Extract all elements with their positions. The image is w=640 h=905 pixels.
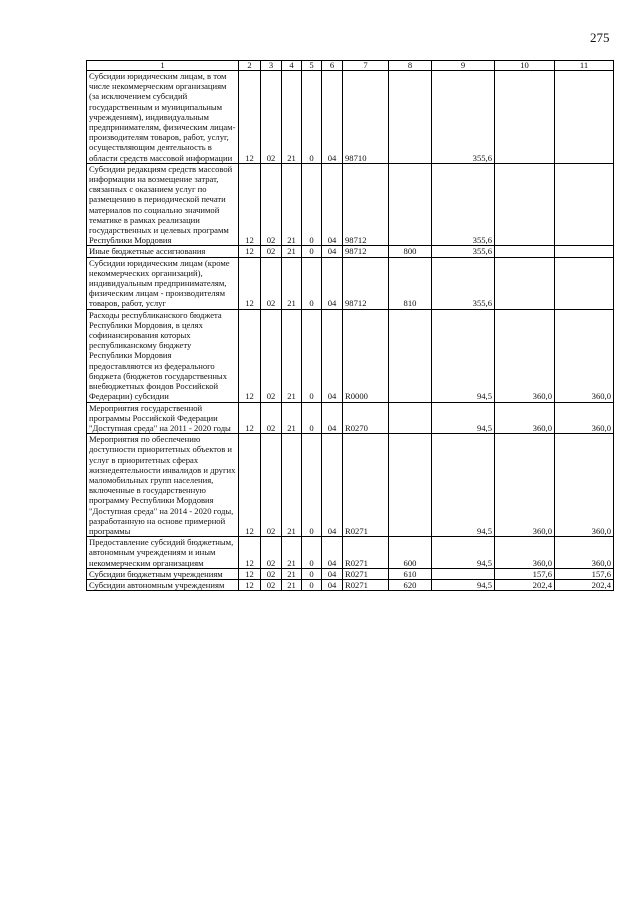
section-cell: 12 <box>239 434 261 537</box>
expense-type-cell <box>389 309 432 402</box>
subprogram-cell: 0 <box>302 71 322 164</box>
expense-type-cell <box>389 402 432 434</box>
direction-code-cell: R0271 <box>343 434 389 537</box>
table-row <box>87 246 614 257</box>
column-header: 2 <box>239 61 261 71</box>
subsection-cell: 02 <box>261 309 282 402</box>
subsection-cell: 02 <box>261 71 282 164</box>
event-cell: 04 <box>322 568 343 579</box>
row-name-cell: Субсидии юридическим лицам (кроме некоммерческих организаций), индивидуальным предпринимателям, физическим лицам - производителям товаров, работ, услуг <box>87 257 239 309</box>
expense-type-cell <box>389 163 432 246</box>
amount-cell-10 <box>495 257 555 309</box>
subsection-cell: 02 <box>261 246 282 257</box>
amount-cell-10: 360,0 <box>495 402 555 434</box>
subsection-cell: 02 <box>261 402 282 434</box>
subprogram-cell: 0 <box>302 568 322 579</box>
event-cell: 04 <box>322 163 343 246</box>
amount-cell-11 <box>555 257 614 309</box>
amount-cell-10: 360,0 <box>495 537 555 569</box>
subprogram-cell: 0 <box>302 579 322 590</box>
event-cell: 04 <box>322 71 343 164</box>
column-header: 11 <box>555 61 614 71</box>
column-header: 8 <box>389 61 432 71</box>
row-name-cell: Субсидии юридическим лицам, в том числе некоммерческим организациям (за исключением субсидий государственным и муниципальным учреждениям), индивидуальным предпринимателям, физическим лицам-производителям товаров, работ, услуг, осуществляющим деятельность в области средств массовой информации <box>87 71 239 164</box>
amount-cell-11: 202,4 <box>555 579 614 590</box>
program-cell: 21 <box>282 537 302 569</box>
amount-cell-9: 94,5 <box>432 402 495 434</box>
expense-type-cell: 610 <box>389 568 432 579</box>
row-name-cell: Иные бюджетные ассигнования <box>87 246 239 257</box>
direction-code-cell: R0270 <box>343 402 389 434</box>
amount-cell-10 <box>495 71 555 164</box>
subsection-cell: 02 <box>261 568 282 579</box>
section-cell: 12 <box>239 163 261 246</box>
column-header: 3 <box>261 61 282 71</box>
direction-code-cell: R0000 <box>343 309 389 402</box>
amount-cell-9: 355,6 <box>432 246 495 257</box>
subsection-cell: 02 <box>261 537 282 569</box>
amount-cell-11 <box>555 163 614 246</box>
amount-cell-9 <box>432 568 495 579</box>
subprogram-cell: 0 <box>302 537 322 569</box>
program-cell: 21 <box>282 579 302 590</box>
amount-cell-11 <box>555 71 614 164</box>
expense-type-cell: 620 <box>389 579 432 590</box>
amount-cell-11: 360,0 <box>555 537 614 569</box>
table-row <box>87 402 614 434</box>
amount-cell-9: 355,6 <box>432 71 495 164</box>
amount-cell-11: 360,0 <box>555 309 614 402</box>
section-cell: 12 <box>239 579 261 590</box>
direction-code-cell: 98712 <box>343 246 389 257</box>
section-cell: 12 <box>239 71 261 164</box>
budget-table <box>86 60 614 591</box>
program-cell: 21 <box>282 568 302 579</box>
amount-cell-9: 94,5 <box>432 537 495 569</box>
event-cell: 04 <box>322 579 343 590</box>
direction-code-cell: R0271 <box>343 537 389 569</box>
column-header: 10 <box>495 61 555 71</box>
subsection-cell: 02 <box>261 434 282 537</box>
program-cell: 21 <box>282 309 302 402</box>
amount-cell-10 <box>495 163 555 246</box>
amount-cell-10: 157,6 <box>495 568 555 579</box>
column-header: 1 <box>87 61 239 71</box>
expense-type-cell: 600 <box>389 537 432 569</box>
table-row <box>87 309 614 402</box>
table-row <box>87 434 614 537</box>
direction-code-cell: 98712 <box>343 163 389 246</box>
direction-code-cell: 98712 <box>343 257 389 309</box>
subsection-cell: 02 <box>261 163 282 246</box>
program-cell: 21 <box>282 71 302 164</box>
program-cell: 21 <box>282 163 302 246</box>
column-header: 7 <box>343 61 389 71</box>
amount-cell-10: 202,4 <box>495 579 555 590</box>
subsection-cell: 02 <box>261 579 282 590</box>
section-cell: 12 <box>239 246 261 257</box>
table-row <box>87 71 614 164</box>
expense-type-cell <box>389 71 432 164</box>
event-cell: 04 <box>322 402 343 434</box>
amount-cell-11: 360,0 <box>555 434 614 537</box>
subprogram-cell: 0 <box>302 257 322 309</box>
subsection-cell: 02 <box>261 257 282 309</box>
subprogram-cell: 0 <box>302 434 322 537</box>
section-cell: 12 <box>239 402 261 434</box>
subprogram-cell: 0 <box>302 402 322 434</box>
amount-cell-11: 157,6 <box>555 568 614 579</box>
amount-cell-9: 355,6 <box>432 257 495 309</box>
amount-cell-10: 360,0 <box>495 434 555 537</box>
amount-cell-9: 94,5 <box>432 579 495 590</box>
expense-type-cell: 810 <box>389 257 432 309</box>
amount-cell-11 <box>555 246 614 257</box>
event-cell: 04 <box>322 434 343 537</box>
section-cell: 12 <box>239 537 261 569</box>
page-number: 275 <box>590 30 610 45</box>
direction-code-cell: R0271 <box>343 568 389 579</box>
event-cell: 04 <box>322 309 343 402</box>
amount-cell-11: 360,0 <box>555 402 614 434</box>
table-row <box>87 568 614 579</box>
column-header: 6 <box>322 61 343 71</box>
section-cell: 12 <box>239 568 261 579</box>
column-header: 4 <box>282 61 302 71</box>
program-cell: 21 <box>282 434 302 537</box>
table-row <box>87 537 614 569</box>
row-name-cell: Мероприятия государственной программы Российской Федерации "Доступная среда" на 2011 - 2020 годы <box>87 402 239 434</box>
row-name-cell: Предоставление субсидий бюджетным, автономным учреждениям и иным некоммерческим организациям <box>87 537 239 569</box>
direction-code-cell: R0271 <box>343 579 389 590</box>
subprogram-cell: 0 <box>302 246 322 257</box>
row-name-cell: Субсидии автономным учреждениям <box>87 579 239 590</box>
event-cell: 04 <box>322 537 343 569</box>
program-cell: 21 <box>282 257 302 309</box>
subprogram-cell: 0 <box>302 163 322 246</box>
section-cell: 12 <box>239 257 261 309</box>
subprogram-cell: 0 <box>302 309 322 402</box>
program-cell: 21 <box>282 246 302 257</box>
row-name-cell: Субсидии бюджетным учреждениям <box>87 568 239 579</box>
amount-cell-9: 355,6 <box>432 163 495 246</box>
column-header: 9 <box>432 61 495 71</box>
amount-cell-9: 94,5 <box>432 309 495 402</box>
header-row <box>87 61 614 71</box>
row-name-cell: Мероприятия по обеспечению доступности приоритетных объектов и услуг в приоритетных сферах жизнедеятельности инвалидов и других маломобильных групп населения, включенные в государственную программу Республики Мордовия "Доступная среда" на 2014 - 2020 годы, разработанную на основе примерной программы <box>87 434 239 537</box>
event-cell: 04 <box>322 246 343 257</box>
program-cell: 21 <box>282 402 302 434</box>
amount-cell-10 <box>495 246 555 257</box>
column-header: 5 <box>302 61 322 71</box>
row-name-cell: Субсидии редакциям средств массовой информации на возмещение затрат, связанных с оказанием услуг по размещению в периодической печати материалов по социально значимой тематике в рамках реализации государственных и целевых программ Республики Мордовия <box>87 163 239 246</box>
row-name-cell: Расходы республиканского бюджета Республики Мордовия, в целях софинансирования которых республиканскому бюджету Республики Мордовия предоставляются из федерального бюджета (бюджетов государственных внебюджетных фондов Российской Федерации) субсидии <box>87 309 239 402</box>
section-cell: 12 <box>239 309 261 402</box>
table-row <box>87 257 614 309</box>
event-cell: 04 <box>322 257 343 309</box>
table-row <box>87 163 614 246</box>
expense-type-cell <box>389 434 432 537</box>
expense-type-cell: 800 <box>389 246 432 257</box>
amount-cell-10: 360,0 <box>495 309 555 402</box>
table-row <box>87 579 614 590</box>
direction-code-cell: 98710 <box>343 71 389 164</box>
amount-cell-9: 94,5 <box>432 434 495 537</box>
